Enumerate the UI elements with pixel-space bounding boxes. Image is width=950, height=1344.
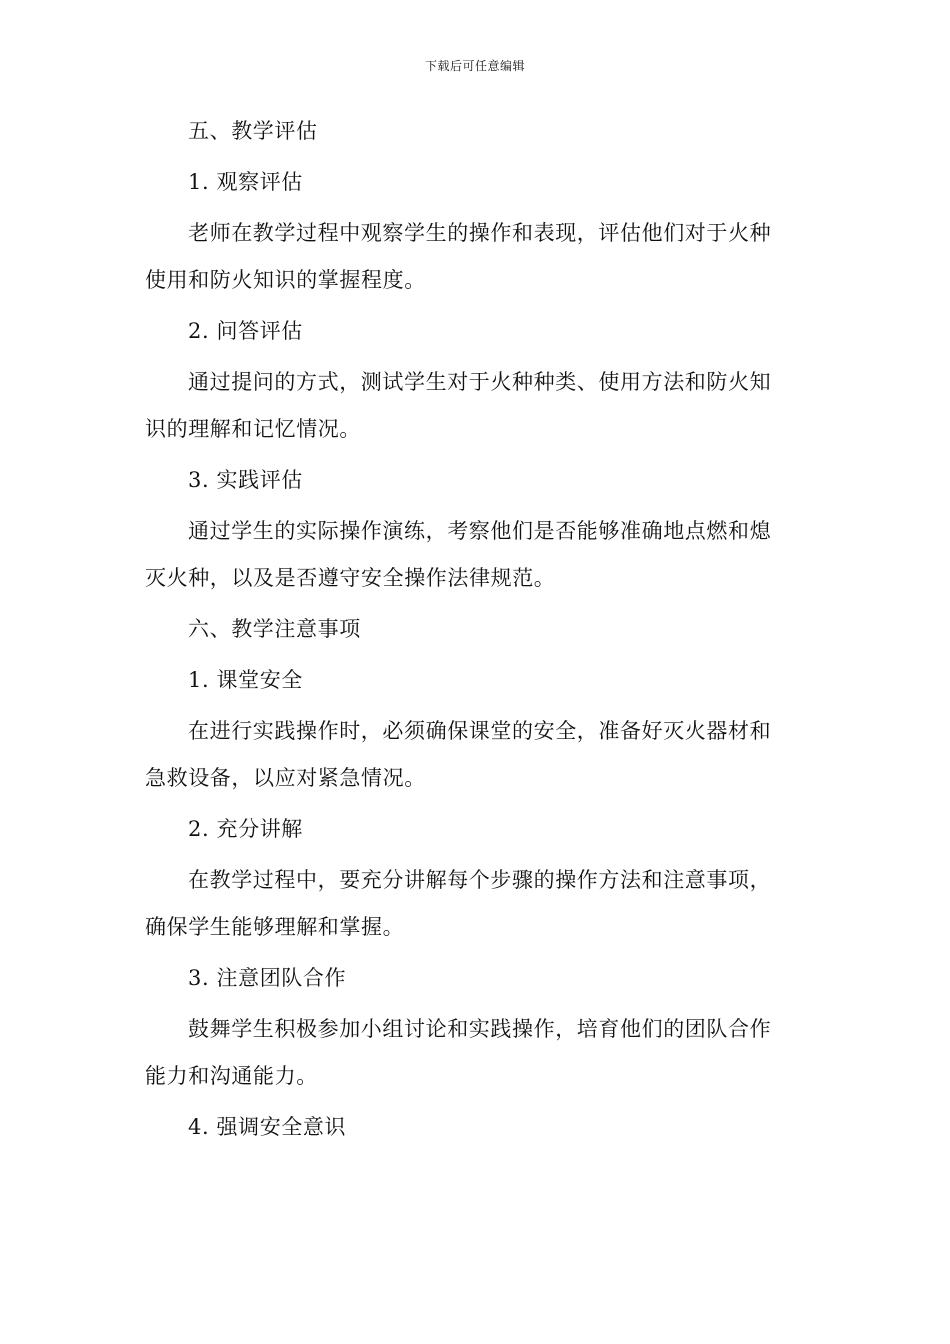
paragraph-line: 老师在教学过程中观察学生的操作和表现，评估他们对于火种	[188, 221, 772, 245]
subsection-heading: 3. 实践评估	[188, 468, 303, 492]
page-header: 下载后可任意编辑	[424, 59, 525, 73]
document-body	[145, 108, 805, 1151]
paragraph-line: 确保学生能够理解和掌握。	[145, 915, 405, 939]
subsection-heading: 4. 强调安全意识	[188, 1115, 347, 1139]
paragraph-line: 能力和沟通能力。	[145, 1064, 318, 1088]
paragraph-line: 急救设备，以应对紧急情况。	[145, 766, 426, 790]
paragraph-line: 在教学过程中，要充分讲解每个步骤的操作方法和注意事项，	[188, 868, 772, 892]
paragraph-line: 鼓舞学生积极参加小组讨论和实践操作，培育他们的团队合作	[188, 1017, 772, 1041]
paragraph-line: 通过提问的方式，测试学生对于火种种类、使用方法和防火知	[188, 370, 772, 394]
section-heading: 五、教学评估	[188, 119, 318, 143]
subsection-heading: 1. 观察评估	[188, 170, 303, 194]
subsection-heading: 3. 注意团队合作	[188, 966, 347, 990]
section-heading: 六、教学注意事项	[188, 617, 361, 641]
paragraph-line: 在进行实践操作时，必须确保课堂的安全，准备好灭火器材和	[188, 719, 772, 743]
subsection-heading: 2. 问答评估	[188, 319, 303, 343]
paragraph-line: 灭火种，以及是否遵守安全操作法律规范。	[145, 566, 556, 590]
paragraph-line: 使用和防火知识的掌握程度。	[145, 268, 426, 292]
paragraph-line: 通过学生的实际操作演练，考察他们是否能够准确地点燃和熄	[188, 519, 772, 543]
subsection-heading: 1. 课堂安全	[188, 668, 303, 692]
paragraph-line: 识的理解和记忆情况。	[145, 417, 361, 441]
subsection-heading: 2. 充分讲解	[188, 817, 303, 841]
